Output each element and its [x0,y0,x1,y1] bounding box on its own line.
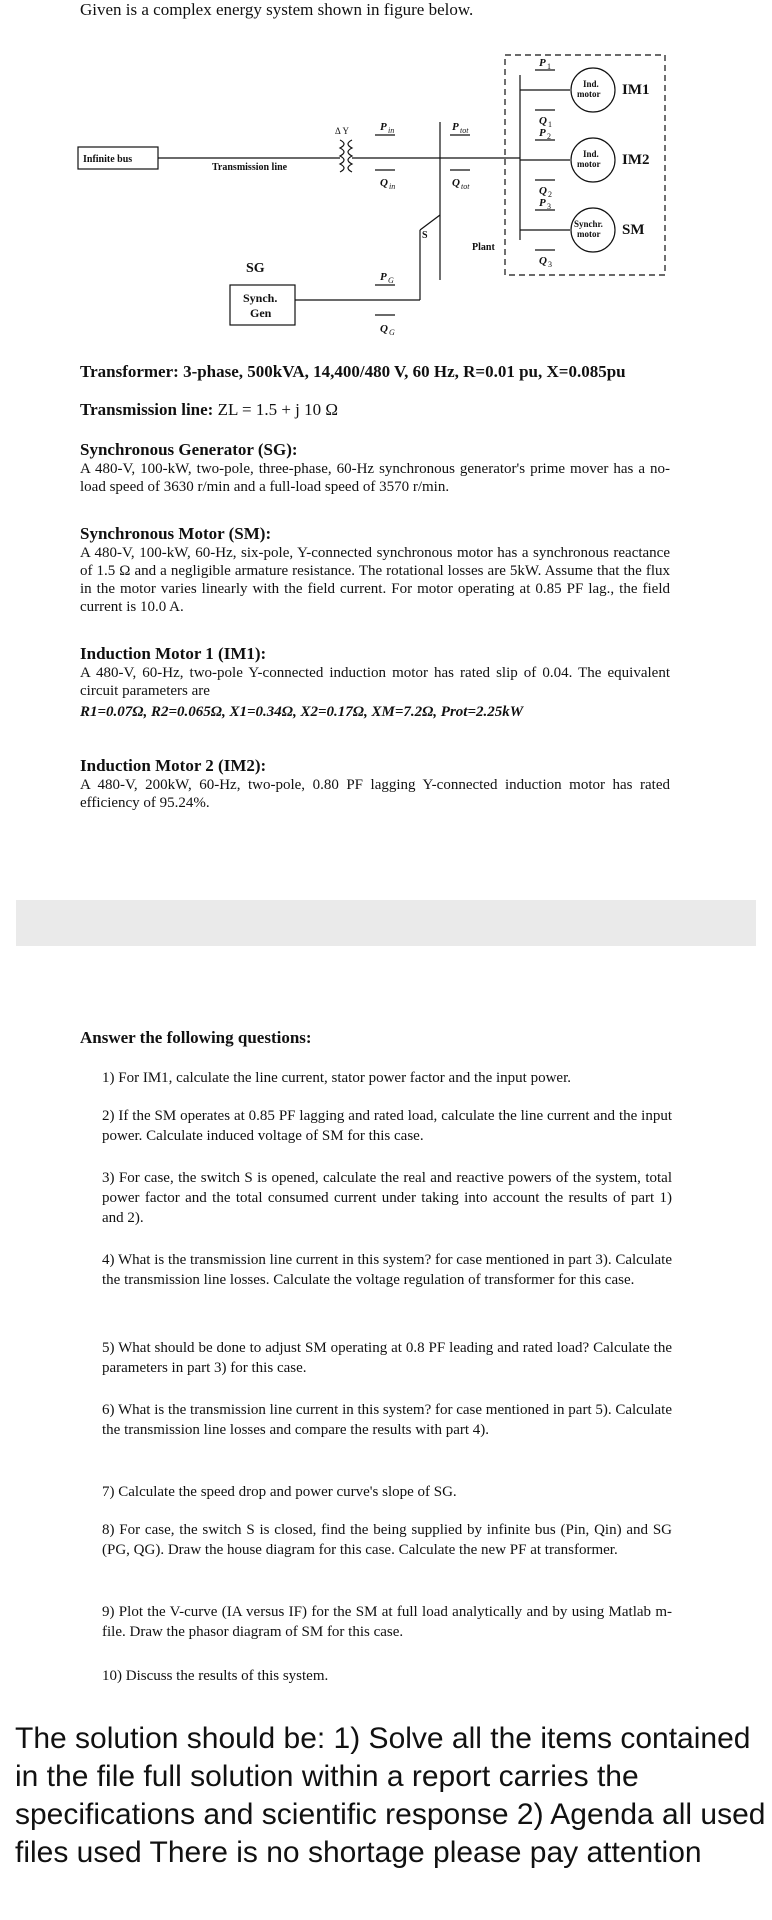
question-3: 3) For case, the switch S is opened, calculate the real and reactive powers of the system, total power factor and the total consumed current under taking into account the results of part 1) and 2). [102,1170,672,1226]
pg-sub: G [388,276,394,285]
im1-text: A 480-V, 60-Hz, two-pole Y-connected induction motor has rated slip of 0.04. The equivalent circuit parameters are [80,665,670,699]
im1-line1: Ind. [583,79,599,89]
question-10: 10) Discuss the results of this system. [102,1668,329,1684]
q-tot-label: Q [452,177,460,189]
q3-label: Q [539,255,547,267]
q1-sub: 1 [548,120,552,129]
im1-title: Induction Motor 1 (IM1): [80,644,267,663]
transmission-line-label: Transmission line [212,162,288,173]
p1-label: P [539,57,546,69]
im1-params: R1=0.07Ω, R2=0.065Ω, X1=0.34Ω, X2=0.17Ω, XM=7.2Ω, Prot=2.25kW [80,704,524,720]
question-9: 9) Plot the V-curve (IA versus IF) for the SM at full load analytically and by using Matlab m-file. Draw the phasor diagram of SM for this case. [102,1604,672,1640]
transformer-symbol: Δ Y [335,126,350,136]
question-5: 5) What should be done to adjust SM operating at 0.8 PF leading and rated load? Calculate the parameters in part 3) for this case. [102,1340,672,1376]
transformer-secondary [348,140,352,172]
p-in-label: P [380,121,387,133]
im2-text: A 480-V, 200kW, 60-Hz, two-pole, 0.80 PF lagging Y-connected induction motor has rated efficiency of 95.24%. [80,777,670,811]
p-tot-sub: tot [460,126,469,135]
question-2: 2) If the SM operates at 0.85 PF lagging and rated load, calculate the line current and the input power. Calculate induced voltage of SM for this case. [102,1108,672,1144]
sg-text: A 480-V, 100-kW, two-pole, three-phase, 60-Hz synchronous generator's prime mover has a no-load speed of 3630 r/min and a full-load speed of 3570 r/min. [80,461,670,495]
p-in-sub: in [388,126,395,135]
q2-sub: 2 [548,190,552,199]
p-tot-label: P [452,121,459,133]
transformer-primary [340,140,344,172]
questions-heading: Answer the following questions: [80,1028,312,1047]
im2-line1: Ind. [583,149,599,159]
synch-gen-line2: Gen [250,306,272,320]
transformer-text: 3-phase, 500kVA, 14,400/480 V, 60 Hz, R=0.01 pu, X=0.085pu [183,362,626,381]
transformer-label: Transformer: [80,362,179,381]
q2-label: Q [539,185,547,197]
p2-label: P [539,127,546,139]
pg-label: P [380,271,387,283]
sm-title: Synchronous Motor (SM): [80,524,272,543]
solution-note: The solution should be: 1) Solve all the items contained in the file full solution within a report carries the specifications and scientific response 2) Agenda all used files used There is no shortage please pay attention [15,1722,766,1869]
energy-system-diagram [0,0,772,350]
line-text: ZL = 1.5 + j 10 Ω [217,400,339,419]
p2-sub: 2 [547,132,551,141]
q-in-label: Q [380,177,388,189]
q-in-sub: in [389,182,396,191]
sg-title: Synchronous Generator (SG): [80,440,298,459]
infinite-bus-label: Infinite bus [83,154,133,165]
q1-label: Q [539,115,547,127]
q3-sub: 3 [548,260,552,269]
sm-text: A 480-V, 100-kW, 60-Hz, six-pole, Y-connected synchronous motor has a synchronous reactance of 1.5 Ω and a negligible armature resistance. The rotational losses are 5kW. Assume that the flux in the motor varies linearly with the field current. For motor operating at 0.85 PF lag., the field current is 10.0 A. [80,545,670,615]
question-4: 4) What is the transmission line current in this system? for case mentioned in part 3). Calculate the transmission line losses. Calculate the voltage regulation of transformer for this case. [102,1252,672,1288]
im2-line2: motor [577,159,601,169]
qg-sub: G [389,328,395,337]
question-6: 6) What is the transmission line current in this system? for case mentioned in part 5). Calculate the transmission line losses and compare the results with part 4). [102,1402,672,1438]
switch-label: S [422,230,428,241]
im1-line2: motor [577,89,601,99]
sm-label: SM [622,222,645,238]
plant-label: Plant [472,242,495,253]
sm-line1: Synchr. [574,219,603,229]
p3-sub: 3 [547,202,551,211]
p3-label: P [539,197,546,209]
transformer-spec [80,362,760,382]
im2-title: Induction Motor 2 (IM2): [80,756,267,775]
p1-sub: 1 [547,62,551,71]
switch-s [420,215,440,230]
sg-label: SG [246,261,265,276]
sm-line2: motor [577,229,601,239]
im2-label: IM2 [622,152,650,168]
line-label: Transmission line: [80,400,214,419]
question-1: 1) For IM1, calculate the line current, stator power factor and the input power. [102,1070,572,1086]
question-7: 7) Calculate the speed drop and power curve's slope of SG. [102,1484,457,1500]
synch-gen-line1: Synch. [243,291,278,305]
q-tot-sub: tot [461,182,470,191]
question-8: 8) For case, the switch S is closed, find the being supplied by infinite bus (Pin, Qin) and SG (PG, QG). Draw the house diagram for this case. Calculate the new PF at transformer. [102,1522,672,1558]
qg-label: Q [380,323,388,335]
page-title: Given is a complex energy system shown in figure below. [80,0,474,19]
page-separator [16,900,756,946]
im1-label: IM1 [622,82,650,98]
transmission-line-spec [80,400,760,420]
